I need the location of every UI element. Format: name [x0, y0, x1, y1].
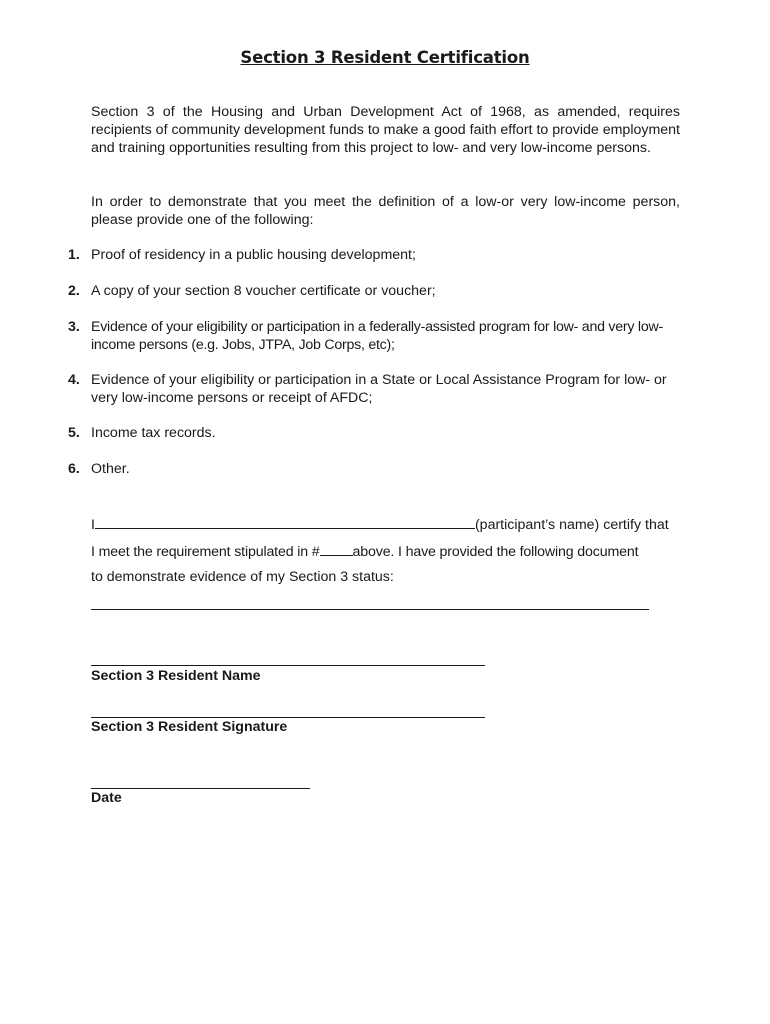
list-item-number: 1. — [68, 247, 80, 263]
list-item-number: 6. — [68, 461, 80, 477]
document-description-field[interactable] — [91, 609, 649, 610]
resident-name-label: Section 3 Resident Name — [91, 668, 261, 684]
resident-name-field[interactable] — [91, 665, 485, 666]
requirement-number-field[interactable] — [320, 541, 353, 556]
participant-name-field[interactable] — [95, 514, 475, 529]
certify-line2-prefix: I meet the requirement stipulated in # — [91, 544, 320, 560]
list-item-text: Other. — [91, 461, 130, 477]
list-item-number: 5. — [68, 425, 80, 441]
date-field[interactable] — [91, 788, 310, 789]
certification-line-2 — [91, 541, 680, 561]
certification-line-3: to demonstrate evidence of my Section 3 status: — [91, 569, 394, 585]
certify-line2-suffix: above. I have provided the following document — [352, 544, 639, 560]
resident-signature-label: Section 3 Resident Signature — [91, 719, 288, 735]
instruction-paragraph: In order to demonstrate that you meet the definition of a low-or very low-income person, please provide one of the following: — [91, 194, 680, 228]
certification-line-1 — [91, 514, 680, 534]
intro-paragraph: Section 3 of the Housing and Urban Development Act of 1968, as amended, requires recipients of community development funds to make a good faith effort to provide employment and training opportunities resulting from this project to low- and very low-income persons. — [91, 104, 680, 156]
certify-name-suffix: (participant’s name) certify that — [474, 517, 669, 533]
page-title: Section 3 Resident Certification — [240, 48, 530, 67]
date-label: Date — [91, 790, 122, 806]
list-item-text: Evidence of your eligibility or participation in a State or Local Assistance Program for low- or very low-income persons or receipt of AFDC; — [91, 372, 667, 406]
list-item-text: Income tax records. — [91, 425, 216, 441]
list-item-text: A copy of your section 8 voucher certificate or voucher; — [91, 283, 436, 299]
list-item-text: Proof of residency in a public housing development; — [91, 247, 416, 263]
list-item-number: 4. — [68, 372, 80, 388]
list-item-text: Evidence of your eligibility or participation in a federally-assisted program for low- and very low-income persons (e.g. Jobs, JTPA, Job Corps, etc); — [91, 319, 663, 353]
list-item-number: 3. — [68, 319, 80, 335]
certify-prefix: I — [91, 517, 95, 533]
list-item-number: 2. — [68, 283, 80, 299]
